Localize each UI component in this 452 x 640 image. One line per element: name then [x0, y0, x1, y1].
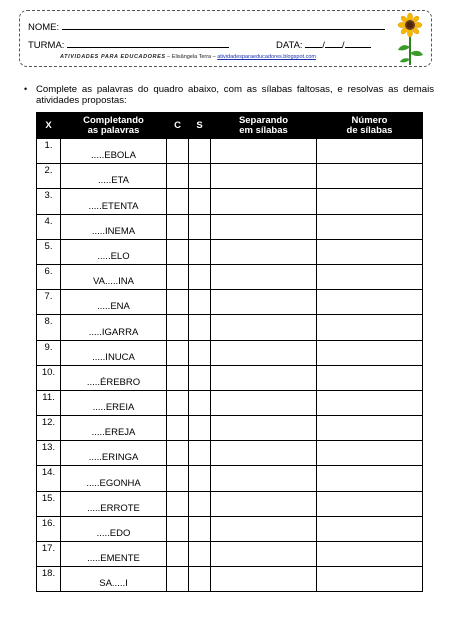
- answer-cell-syllables[interactable]: [211, 491, 317, 516]
- word-to-complete: .....EREJA: [61, 416, 167, 441]
- answer-cell-syllables[interactable]: [211, 416, 317, 441]
- table-row: [37, 164, 423, 189]
- exercise-table: [36, 112, 423, 592]
- answer-cell-count[interactable]: [317, 542, 423, 567]
- answer-cell-count[interactable]: [317, 466, 423, 491]
- answer-cell-count[interactable]: [317, 214, 423, 239]
- header-s: S: [189, 113, 211, 139]
- instructions: [24, 84, 434, 106]
- answer-cell-c[interactable]: [167, 189, 189, 214]
- answer-cell-c[interactable]: [167, 239, 189, 264]
- row-number: 2.: [37, 164, 61, 189]
- class-label: TURMA:: [28, 40, 65, 51]
- answer-cell-syllables[interactable]: [211, 516, 317, 541]
- word-to-complete: .....EREIA: [61, 390, 167, 415]
- table-row: [37, 416, 423, 441]
- answer-cell-c[interactable]: [167, 567, 189, 592]
- answer-cell-c[interactable]: [167, 441, 189, 466]
- answer-cell-c[interactable]: [167, 516, 189, 541]
- table-row: [37, 542, 423, 567]
- answer-cell-s[interactable]: [189, 390, 211, 415]
- instructions-text: Complete as palavras do quadro abaixo, com as sílabas faltosas, e resolvas as demais atividades propostas:: [36, 84, 434, 106]
- row-number: 11.: [37, 390, 61, 415]
- row-number: 18.: [37, 567, 61, 592]
- sunflower-icon: [395, 13, 425, 65]
- answer-cell-syllables[interactable]: [211, 214, 317, 239]
- word-to-complete: SA.....I: [61, 567, 167, 592]
- header-numero: Número de sílabas: [317, 113, 423, 139]
- answer-cell-syllables[interactable]: [211, 239, 317, 264]
- answer-cell-syllables[interactable]: [211, 542, 317, 567]
- table-row: [37, 340, 423, 365]
- answer-cell-s[interactable]: [189, 164, 211, 189]
- row-number: 13.: [37, 441, 61, 466]
- class-field-line[interactable]: [67, 38, 229, 48]
- answer-cell-c[interactable]: [167, 214, 189, 239]
- table-row: [37, 264, 423, 289]
- answer-cell-syllables[interactable]: [211, 441, 317, 466]
- row-number: 4.: [37, 214, 61, 239]
- answer-cell-s[interactable]: [189, 239, 211, 264]
- answer-cell-s[interactable]: [189, 516, 211, 541]
- answer-cell-syllables[interactable]: [211, 567, 317, 592]
- table-row: [37, 365, 423, 390]
- answer-cell-count[interactable]: [317, 441, 423, 466]
- answer-cell-c[interactable]: [167, 315, 189, 340]
- row-number: 9.: [37, 340, 61, 365]
- row-number: 6.: [37, 264, 61, 289]
- table-row: [37, 139, 423, 164]
- answer-cell-count[interactable]: [317, 264, 423, 289]
- word-to-complete: .....ENA: [61, 290, 167, 315]
- word-to-complete: .....ETENTA: [61, 189, 167, 214]
- answer-cell-s[interactable]: [189, 365, 211, 390]
- answer-cell-s[interactable]: [189, 264, 211, 289]
- answer-cell-syllables[interactable]: [211, 390, 317, 415]
- word-to-complete: .....ERROTE: [61, 491, 167, 516]
- answer-cell-syllables[interactable]: [211, 365, 317, 390]
- date-month-line[interactable]: [325, 38, 342, 48]
- author-text: – Elisângela Terra –: [165, 54, 218, 60]
- table-row: [37, 315, 423, 340]
- word-to-complete: VA.....INA: [61, 264, 167, 289]
- table-header-row: [37, 113, 423, 139]
- answer-cell-syllables[interactable]: [211, 189, 317, 214]
- class-row: [28, 38, 229, 51]
- row-number: 3.: [37, 189, 61, 214]
- table-row: [37, 516, 423, 541]
- answer-cell-c[interactable]: [167, 466, 189, 491]
- answer-cell-count[interactable]: [317, 139, 423, 164]
- answer-cell-count[interactable]: [317, 416, 423, 441]
- answer-cell-c[interactable]: [167, 164, 189, 189]
- name-label: NOME:: [28, 22, 60, 33]
- answer-cell-syllables[interactable]: [211, 340, 317, 365]
- answer-cell-s[interactable]: [189, 214, 211, 239]
- answer-cell-c[interactable]: [167, 491, 189, 516]
- answer-cell-c[interactable]: [167, 390, 189, 415]
- answer-cell-count[interactable]: [317, 516, 423, 541]
- header-separando: Separando em sílabas: [211, 113, 317, 139]
- site-link[interactable]: atividadesparaeducadores.blogspot.com: [217, 54, 316, 60]
- word-to-complete: .....ETA: [61, 164, 167, 189]
- answer-cell-c[interactable]: [167, 340, 189, 365]
- answer-cell-count[interactable]: [317, 390, 423, 415]
- answer-cell-c[interactable]: [167, 139, 189, 164]
- row-number: 14.: [37, 466, 61, 491]
- table-row: [37, 214, 423, 239]
- row-number: 12.: [37, 416, 61, 441]
- answer-cell-count[interactable]: [317, 491, 423, 516]
- answer-cell-s[interactable]: [189, 290, 211, 315]
- word-to-complete: .....EMENTE: [61, 542, 167, 567]
- row-number: 16.: [37, 516, 61, 541]
- date-year-line[interactable]: [345, 38, 371, 48]
- header-completando: Completando as palavras: [61, 113, 167, 139]
- table-row: [37, 239, 423, 264]
- answer-cell-syllables[interactable]: [211, 164, 317, 189]
- answer-cell-syllables[interactable]: [211, 264, 317, 289]
- answer-cell-s[interactable]: [189, 340, 211, 365]
- row-number: 5.: [37, 239, 61, 264]
- answer-cell-s[interactable]: [189, 441, 211, 466]
- answer-cell-c[interactable]: [167, 542, 189, 567]
- answer-cell-c[interactable]: [167, 365, 189, 390]
- date-separator: /: [341, 40, 345, 51]
- answer-cell-s[interactable]: [189, 491, 211, 516]
- date-label: DATA:: [276, 40, 303, 51]
- table-row: [37, 441, 423, 466]
- date-day-line[interactable]: [305, 38, 322, 48]
- answer-cell-count[interactable]: [317, 365, 423, 390]
- answer-cell-s[interactable]: [189, 139, 211, 164]
- word-to-complete: .....INUCA: [61, 340, 167, 365]
- row-number: 10.: [37, 365, 61, 390]
- answer-cell-syllables[interactable]: [211, 315, 317, 340]
- answer-cell-count[interactable]: [317, 164, 423, 189]
- header-c: C: [167, 113, 189, 139]
- table-row: [37, 567, 423, 592]
- word-to-complete: .....ELO: [61, 239, 167, 264]
- answer-cell-count[interactable]: [317, 340, 423, 365]
- name-field-line[interactable]: [62, 20, 385, 30]
- table-row: [37, 189, 423, 214]
- word-to-complete: .....INEMA: [61, 214, 167, 239]
- table-row: [37, 466, 423, 491]
- word-to-complete: .....ERINGA: [61, 441, 167, 466]
- row-number: 15.: [37, 491, 61, 516]
- answer-cell-c[interactable]: [167, 290, 189, 315]
- row-number: 7.: [37, 290, 61, 315]
- answer-cell-s[interactable]: [189, 315, 211, 340]
- header-x: X: [37, 113, 61, 139]
- answer-cell-s[interactable]: [189, 189, 211, 214]
- word-to-complete: .....EBOLA: [61, 139, 167, 164]
- bullet-icon: •: [24, 84, 28, 94]
- date-separator: /: [322, 40, 325, 51]
- brand-text: ATIVIDADES PARA EDUCADORES: [60, 54, 166, 60]
- answer-cell-count[interactable]: [317, 290, 423, 315]
- answer-cell-s[interactable]: [189, 466, 211, 491]
- answer-cell-c[interactable]: [167, 416, 189, 441]
- answer-cell-s[interactable]: [189, 567, 211, 592]
- answer-cell-syllables[interactable]: [211, 466, 317, 491]
- row-number: 8.: [37, 315, 61, 340]
- word-to-complete: .....IGARRA: [61, 315, 167, 340]
- word-to-complete: .....EGONHA: [61, 466, 167, 491]
- answer-cell-count[interactable]: [317, 189, 423, 214]
- answer-cell-c[interactable]: [167, 264, 189, 289]
- answer-cell-syllables[interactable]: [211, 139, 317, 164]
- answer-cell-s[interactable]: [189, 542, 211, 567]
- word-to-complete: .....ÉREBRO: [61, 365, 167, 390]
- name-row: [28, 20, 385, 33]
- answer-cell-syllables[interactable]: [211, 290, 317, 315]
- header-credits: [60, 54, 316, 60]
- row-number: 17.: [37, 542, 61, 567]
- date-row: [276, 38, 371, 51]
- word-to-complete: .....EDO: [61, 516, 167, 541]
- answer-cell-count[interactable]: [317, 239, 423, 264]
- table-row: [37, 491, 423, 516]
- table-row: [37, 390, 423, 415]
- answer-cell-count[interactable]: [317, 315, 423, 340]
- answer-cell-count[interactable]: [317, 567, 423, 592]
- answer-cell-s[interactable]: [189, 416, 211, 441]
- row-number: 1.: [37, 139, 61, 164]
- table-row: [37, 290, 423, 315]
